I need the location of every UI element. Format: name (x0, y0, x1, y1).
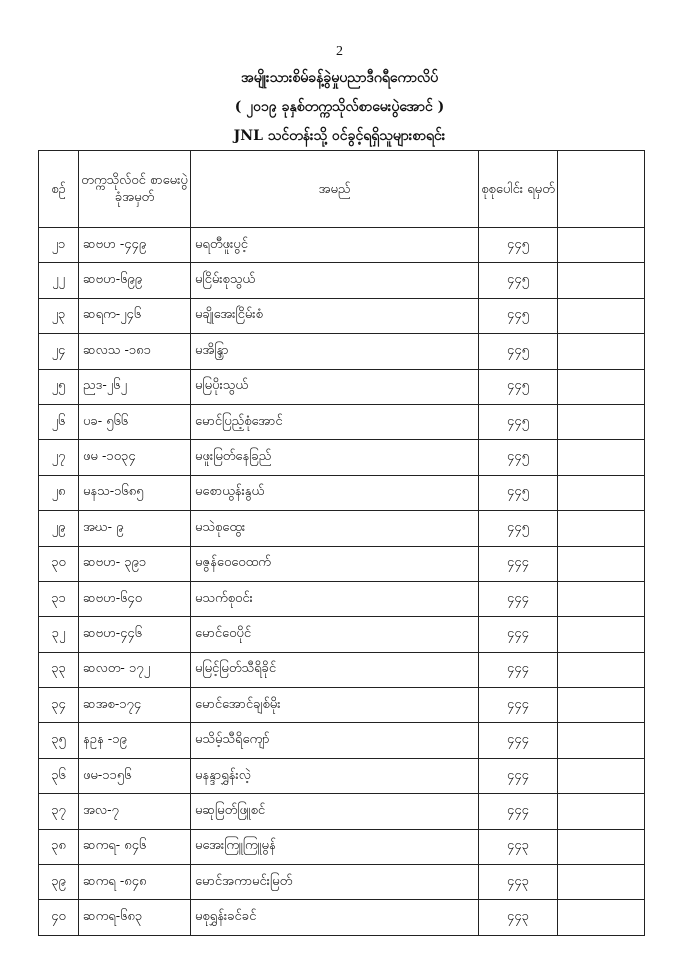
row-number: ၃၈ (39, 829, 79, 864)
row-number: ၂၁ (39, 228, 79, 263)
row-number: ၂၂ (39, 263, 79, 298)
student-name: မသဲစုထွေး (191, 511, 463, 546)
total-score: ၄၄၃ (479, 829, 558, 864)
student-name: မောင်ပြည့်စုံအောင် (191, 404, 463, 439)
roll-number: ဆဗဟ-၄၄၆ (79, 617, 191, 652)
row-blank (558, 652, 645, 687)
total-score: ၄၄၄ (479, 546, 558, 581)
row-blank (558, 829, 645, 864)
list-title: JNL သင်တန်းသို့ ဝင်ခွင့်ရရှိသူများစာရင်း (233, 128, 446, 144)
roll-number: မနသ-၁၆၈၅ (79, 475, 191, 510)
row-blank (558, 263, 645, 298)
table-row (39, 829, 645, 864)
roll-number: ဆလတ- ၁၇၂ (79, 652, 191, 687)
student-name: မစုရွှန်းခင်ခင် (191, 900, 463, 935)
total-score: ၄၄၅ (479, 511, 558, 546)
student-name: မရတီဖူးပွင့် (191, 228, 463, 263)
name-spacer (463, 228, 479, 263)
roll-number: အဃ- ၉ (79, 511, 191, 546)
total-score: ၄၄၅ (479, 334, 558, 369)
table-row (39, 404, 645, 439)
row-number: ၃၁ (39, 581, 79, 616)
college-title: အမျိုးသားစိမ်ခန့်ခွဲမှုပညာဒီဂရီကောလိပ် (240, 70, 439, 86)
row-number: ၂၃ (39, 298, 79, 333)
row-blank (558, 404, 645, 439)
total-score: ၄၄၄ (479, 794, 558, 829)
student-name: မစောယွန်းနွယ် (191, 475, 463, 510)
name-spacer (463, 404, 479, 439)
col-header-blank (558, 151, 645, 228)
total-score: ၄၄၃ (479, 865, 558, 900)
student-name: မအိန္ဒြာ (191, 334, 463, 369)
row-number: ၂၆ (39, 404, 79, 439)
name-spacer (463, 865, 479, 900)
name-spacer (463, 829, 479, 864)
roll-number: ဆလသ -၁၈၁ (79, 334, 191, 369)
table-row (39, 581, 645, 616)
col-header-no: စဉ် (39, 151, 79, 228)
row-blank (558, 298, 645, 333)
student-name: မမြင့်မြတ်သီရိခိုင် (191, 652, 463, 687)
row-blank (558, 228, 645, 263)
table-body (39, 228, 645, 936)
table-row (39, 865, 645, 900)
exam-year-subtitle: ( ၂၀၁၉ ခုနှစ်တက္ကသိုလ်စာမေးပွဲအောင် ) (234, 99, 445, 115)
table-row (39, 546, 645, 581)
name-spacer (463, 794, 479, 829)
roll-number: ဆကရ -၈၄၈ (79, 865, 191, 900)
roll-number: အလ-၇ (79, 794, 191, 829)
student-name: မမြပိုးသွယ် (191, 369, 463, 404)
total-score: ၄၄၅ (479, 404, 558, 439)
col-header-name: အမည် (191, 151, 479, 228)
total-score: ၄၄၅ (479, 369, 558, 404)
table-row (39, 688, 645, 723)
student-name: မဖူးမြတ်နေခြည် (191, 440, 463, 475)
table-header-row (39, 151, 645, 228)
name-spacer (463, 723, 479, 758)
total-score: ၄၄၅ (479, 228, 558, 263)
row-number: ၂၅ (39, 369, 79, 404)
table-row (39, 298, 645, 333)
table-row (39, 263, 645, 298)
table-row (39, 334, 645, 369)
admission-table (38, 150, 645, 936)
name-spacer (463, 369, 479, 404)
row-blank (558, 475, 645, 510)
row-number: ၃၅ (39, 723, 79, 758)
student-name: မသက်စုဝင်း (191, 581, 463, 616)
row-blank (558, 334, 645, 369)
roll-number: ဆကရ-၆၈၃ (79, 900, 191, 935)
student-name: မချိုအေးငြိမ်းစံ (191, 298, 463, 333)
row-blank (558, 688, 645, 723)
row-number: ၃၇ (39, 794, 79, 829)
roll-number: ဆဗဟ -၄၄၉ (79, 228, 191, 263)
table-row (39, 617, 645, 652)
total-score: ၄၄၃ (479, 900, 558, 935)
table-row (39, 758, 645, 793)
name-spacer (463, 263, 479, 298)
student-name: မဆုမြတ်ဖြူစင် (191, 794, 463, 829)
student-name: မသိမ့်သီရိကျော် (191, 723, 463, 758)
row-blank (558, 900, 645, 935)
table-row (39, 475, 645, 510)
student-name: မောင်ဝေပိုင် (191, 617, 463, 652)
row-number: ၃၀ (39, 546, 79, 581)
row-blank (558, 546, 645, 581)
total-score: ၄၄၅ (479, 263, 558, 298)
name-spacer (463, 546, 479, 581)
total-score: ၄၄၄ (479, 652, 558, 687)
row-number: ၂၈ (39, 475, 79, 510)
roll-number: ဆရက-၂၄၆ (79, 298, 191, 333)
roll-number: ဆအစ-၁၇၄ (79, 688, 191, 723)
row-blank (558, 865, 645, 900)
name-spacer (463, 334, 479, 369)
total-score: ၄၄၄ (479, 723, 558, 758)
table-row (39, 652, 645, 687)
total-score: ၄၄၄ (479, 758, 558, 793)
row-blank (558, 369, 645, 404)
student-name: မောင်အောင်ချစ်မိုး (191, 688, 463, 723)
col-header-score: စုစုပေါင်း ရမှတ် (479, 151, 558, 228)
roll-number: ဆကရ- ၈၄၆ (79, 829, 191, 864)
col-header-roll: တက္ကသိုလ်ဝင် စာမေးပွဲ ခုံအမှတ် (79, 151, 191, 228)
name-spacer (463, 440, 479, 475)
row-blank (558, 581, 645, 616)
total-score: ၄၄၄ (479, 617, 558, 652)
row-number: ၃၃ (39, 652, 79, 687)
table-row (39, 440, 645, 475)
name-spacer (463, 758, 479, 793)
name-spacer (463, 298, 479, 333)
row-number: ၂၇ (39, 440, 79, 475)
roll-number: နဥန -၁၉ (79, 723, 191, 758)
student-name: မအေးကြူကြူမွန် (191, 829, 463, 864)
row-blank (558, 511, 645, 546)
total-score: ၄၄၅ (479, 475, 558, 510)
roll-number: ဆဗဟ-၆၉၉ (79, 263, 191, 298)
total-score: ၄၄၄ (479, 581, 558, 616)
roll-number: ညဒ-၂၆၂ (79, 369, 191, 404)
roll-number: ဖမ-၁၁၅၆ (79, 758, 191, 793)
student-name: မောင်အကာမင်းမြတ် (191, 865, 463, 900)
total-score: ၄၄၅ (479, 440, 558, 475)
roll-number: ပခ- ၅၆၆ (79, 404, 191, 439)
table-row (39, 794, 645, 829)
table-row (39, 900, 645, 935)
total-score: ၄၄၅ (479, 298, 558, 333)
row-blank (558, 617, 645, 652)
student-name: မနန္ဒာရွှန်းလဲ့ (191, 758, 463, 793)
total-score: ၄၄၄ (479, 688, 558, 723)
page-number: 2 (336, 44, 343, 59)
row-blank (558, 723, 645, 758)
name-spacer (463, 475, 479, 510)
table-row (39, 723, 645, 758)
row-number: ၃၆ (39, 758, 79, 793)
name-spacer (463, 688, 479, 723)
name-spacer (463, 511, 479, 546)
roll-number: ဆဗဟ-၆၄၀ (79, 581, 191, 616)
student-name: မဇွန်ဝေဝေထက် (191, 546, 463, 581)
row-blank (558, 440, 645, 475)
row-blank (558, 758, 645, 793)
row-number: ၃၄ (39, 688, 79, 723)
row-blank (558, 794, 645, 829)
student-name: မငြိမ်းစုသွယ် (191, 263, 463, 298)
row-number: ၄၀ (39, 900, 79, 935)
row-number: ၂၉ (39, 511, 79, 546)
table-row (39, 228, 645, 263)
row-number: ၂၄ (39, 334, 79, 369)
name-spacer (463, 900, 479, 935)
name-spacer (463, 652, 479, 687)
name-spacer (463, 581, 479, 616)
row-number: ၃၉ (39, 865, 79, 900)
roll-number: ဖမ -၁၀၃၄ (79, 440, 191, 475)
row-number: ၃၂ (39, 617, 79, 652)
table-row (39, 369, 645, 404)
table-row (39, 511, 645, 546)
roll-number: ဆဗဟ- ၃၉၁ (79, 546, 191, 581)
name-spacer (463, 617, 479, 652)
